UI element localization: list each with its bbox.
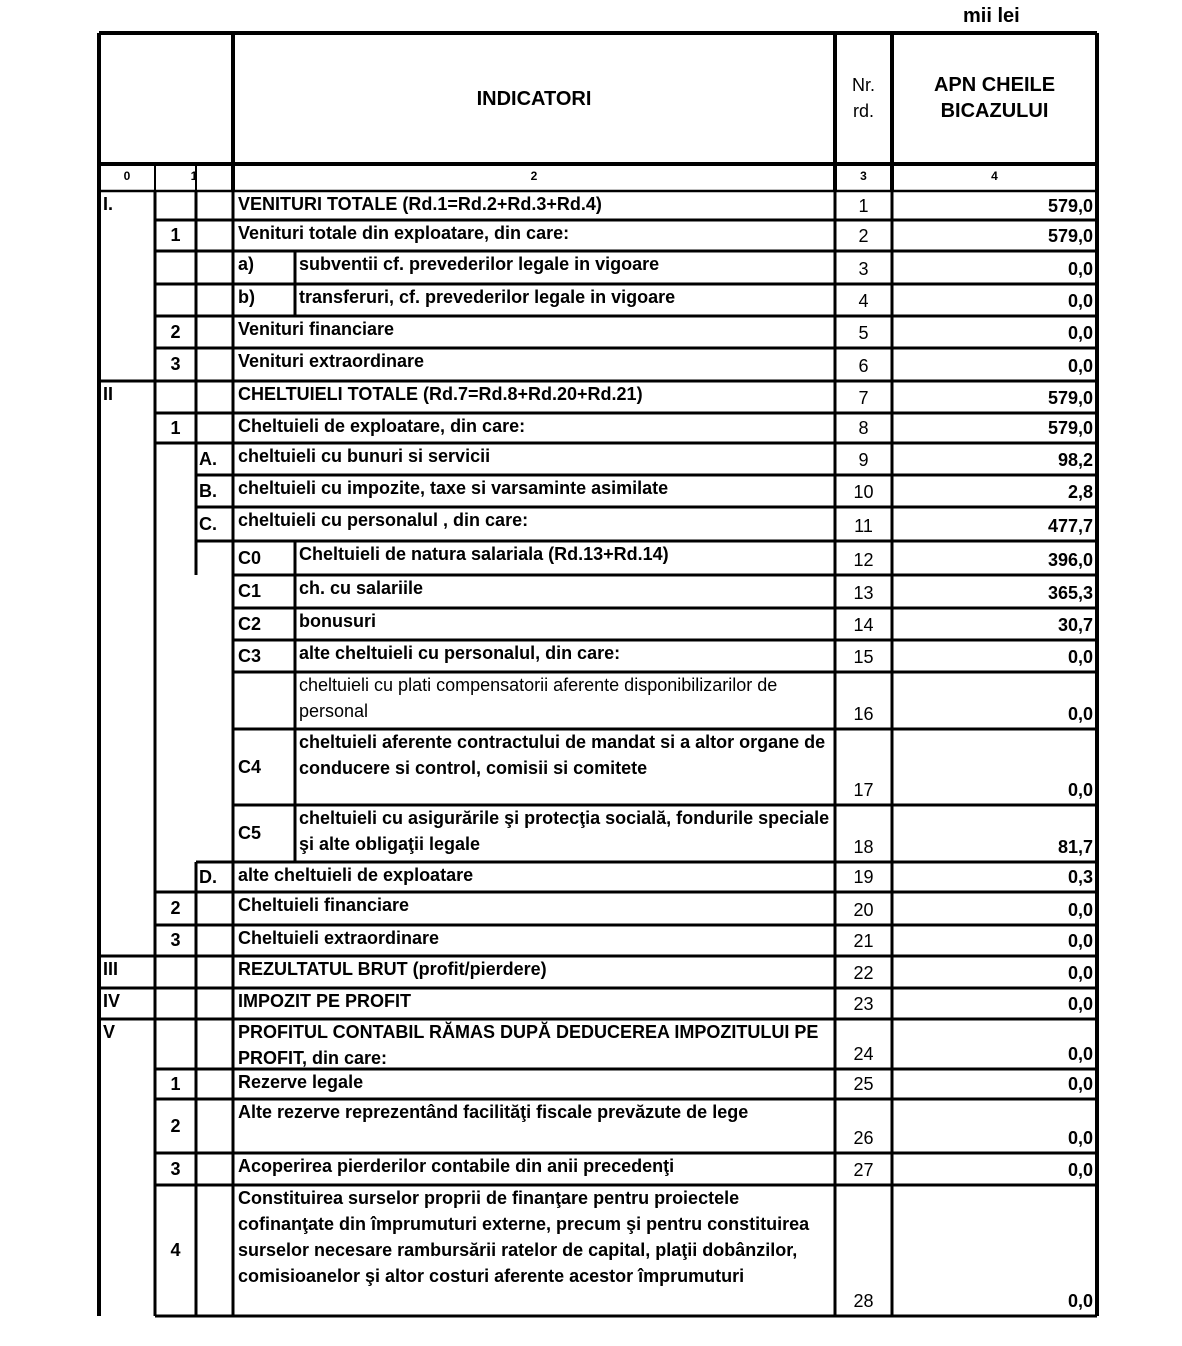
row-value: 81,7 — [1057, 837, 1093, 857]
row-number: 28 — [853, 1291, 874, 1311]
row-value: 0,0 — [1067, 780, 1093, 800]
row-code: C5 — [238, 823, 262, 843]
row-label: Venituri totale din exploatare, din care: — [238, 223, 570, 243]
row-label: IMPOZIT PE PROFIT — [238, 991, 412, 1011]
row-label: Cheltuieli financiare — [238, 895, 410, 915]
row-label: Cheltuieli de natura salariala (Rd.13+Rd.14) — [299, 544, 669, 564]
row-number: 18 — [853, 837, 874, 857]
row-number: 20 — [853, 900, 874, 920]
row-section: V — [103, 1022, 116, 1042]
row-subsection: 3 — [170, 354, 181, 374]
row-value: 0,0 — [1067, 1074, 1093, 1094]
row-value: 0,0 — [1067, 1128, 1093, 1148]
row-subsection: 2 — [170, 1116, 181, 1136]
row-label: CHELTUIELI TOTALE (Rd.7=Rd.8+Rd.20+Rd.21) — [238, 384, 643, 404]
row-value: 396,0 — [1047, 550, 1093, 570]
row-label: alte cheltuieli de exploatare — [238, 865, 474, 885]
row-value: 0,0 — [1067, 259, 1093, 279]
row-label: cheltuieli cu bunuri si servicii — [238, 446, 491, 466]
header-entity: APN CHEILE BICAZULUI — [933, 74, 1056, 122]
row-letter: C. — [199, 514, 217, 534]
row-value: 579,0 — [1047, 418, 1093, 438]
row-value: 579,0 — [1047, 196, 1093, 216]
row-number: 6 — [858, 356, 869, 376]
row-subsection: 1 — [170, 225, 181, 245]
row-value: 30,7 — [1057, 615, 1093, 635]
row-label: VENITURI TOTALE (Rd.1=Rd.2+Rd.3+Rd.4) — [238, 194, 602, 214]
row-value: 98,2 — [1057, 450, 1093, 470]
row-subsection: 2 — [170, 898, 181, 918]
row-number: 15 — [853, 647, 874, 667]
row-number: 5 — [858, 323, 869, 343]
row-label: Venituri financiare — [238, 319, 395, 339]
row-label: Venituri extraordinare — [238, 351, 425, 371]
row-value: 0,3 — [1067, 867, 1093, 887]
row-value: 0,0 — [1067, 323, 1093, 343]
row-value: 477,7 — [1047, 516, 1093, 536]
row-number: 21 — [853, 931, 874, 951]
row-value: 579,0 — [1047, 226, 1093, 246]
row-label: ch. cu salariile — [299, 578, 424, 598]
unit-label: mii lei — [963, 5, 1020, 27]
row-number: 4 — [858, 291, 869, 311]
row-subsection: 3 — [170, 1159, 181, 1179]
row-subsection: 4 — [170, 1240, 181, 1260]
row-label: Rezerve legale — [238, 1072, 364, 1092]
row-letter: A. — [199, 449, 217, 469]
row-value: 0,0 — [1067, 931, 1093, 951]
row-number: 7 — [858, 388, 869, 408]
row-value: 0,0 — [1067, 994, 1093, 1014]
row-number: 13 — [853, 583, 874, 603]
row-number: 12 — [853, 550, 874, 570]
row-number: 26 — [853, 1128, 874, 1148]
row-subsection: 3 — [170, 930, 181, 950]
row-section: II — [103, 384, 114, 404]
row-letter: b) — [238, 287, 255, 307]
header-indicators: INDICATORI — [476, 88, 592, 110]
row-number: 1 — [858, 196, 869, 216]
row-number: 11 — [854, 516, 873, 536]
row-value: 0,0 — [1067, 963, 1093, 983]
row-label: cheltuieli cu asigurările şi protecţia socială, fondurile speciale şi alte obligaţii legale — [299, 808, 830, 854]
row-code: C3 — [238, 646, 262, 666]
row-label: subventii cf. prevederilor legale in vigoare — [299, 254, 660, 274]
row-number: 19 — [853, 867, 874, 887]
row-code: C0 — [238, 548, 262, 568]
row-code: C1 — [238, 581, 262, 601]
row-code: C2 — [238, 614, 262, 634]
column-index: 3 — [860, 169, 867, 183]
row-value: 0,0 — [1067, 900, 1093, 920]
row-value: 0,0 — [1067, 1160, 1093, 1180]
row-number: 3 — [858, 259, 869, 279]
row-label: Constituirea surselor proprii de finanţare pentru proiectele cofinanţate din împrumuturi externe, precum şi pentru constituirea surselor necesare rambursării ratelor de capital, plaţii dobânzilor, comisioanelor şi altor costuri aferente acestor împrumuturi — [238, 1188, 810, 1286]
row-value: 2,8 — [1067, 482, 1093, 502]
row-label: cheltuieli cu plati compensatorii aferente disponibilizarilor de personal — [299, 675, 778, 721]
column-index: 0 — [123, 169, 131, 183]
row-value: 365,3 — [1047, 583, 1093, 603]
row-letter: D. — [199, 867, 217, 887]
row-label: Acoperirea pierderilor contabile din anii precedenţi — [238, 1156, 675, 1176]
row-number: 24 — [853, 1044, 874, 1064]
row-label: cheltuieli cu impozite, taxe si varsaminte asimilate — [238, 478, 669, 498]
row-section: III — [103, 959, 119, 979]
row-number: 9 — [858, 450, 869, 470]
row-number: 27 — [853, 1160, 874, 1180]
row-label: Alte rezerve reprezentând facilităţi fiscale prevăzute de lege — [238, 1102, 749, 1122]
row-value: 0,0 — [1067, 1044, 1093, 1064]
row-code: C4 — [238, 757, 262, 777]
row-number: 22 — [853, 963, 874, 983]
row-subsection: 1 — [170, 418, 181, 438]
row-label: cheltuieli cu personalul , din care: — [238, 510, 529, 530]
header-nr-rd: Nr. rd. — [851, 75, 875, 121]
column-index: 4 — [991, 169, 998, 183]
row-value: 0,0 — [1067, 1291, 1093, 1311]
row-label: transferuri, cf. prevederilor legale in vigoare — [299, 287, 676, 307]
row-label: Cheltuieli extraordinare — [238, 928, 440, 948]
row-number: 16 — [853, 704, 874, 724]
row-number: 14 — [853, 615, 874, 635]
row-value: 0,0 — [1067, 356, 1093, 376]
row-number: 25 — [853, 1074, 874, 1094]
row-value: 579,0 — [1047, 388, 1093, 408]
row-subsection: 1 — [170, 1074, 181, 1094]
column-index: 2 — [530, 169, 538, 183]
row-section: IV — [103, 991, 121, 1011]
row-value: 0,0 — [1067, 291, 1093, 311]
row-value: 0,0 — [1067, 647, 1093, 667]
row-letter: B. — [199, 481, 217, 501]
row-label: PROFITUL CONTABIL RĂMAS DUPĂ DEDUCEREA IMPOZITULUI PE PROFIT, din care: — [238, 1022, 819, 1068]
row-label: cheltuieli aferente contractului de mandat si a altor organe de conducere si control, comisii si comitete — [299, 732, 826, 778]
row-value: 0,0 — [1067, 704, 1093, 724]
row-number: 10 — [853, 482, 874, 502]
row-label: bonusuri — [299, 611, 376, 631]
row-section: I. — [103, 194, 114, 214]
row-subsection: 2 — [170, 322, 181, 342]
row-label: alte cheltuieli cu personalul, din care: — [299, 643, 621, 663]
row-number: 17 — [853, 780, 874, 800]
row-label: REZULTATUL BRUT (profit/pierdere) — [238, 959, 547, 979]
row-label: Cheltuieli de exploatare, din care: — [238, 416, 526, 436]
row-letter: a) — [238, 254, 255, 274]
row-number: 2 — [858, 226, 869, 246]
column-index: 1 — [190, 169, 198, 183]
row-number: 8 — [858, 418, 869, 438]
row-number: 23 — [853, 994, 874, 1014]
